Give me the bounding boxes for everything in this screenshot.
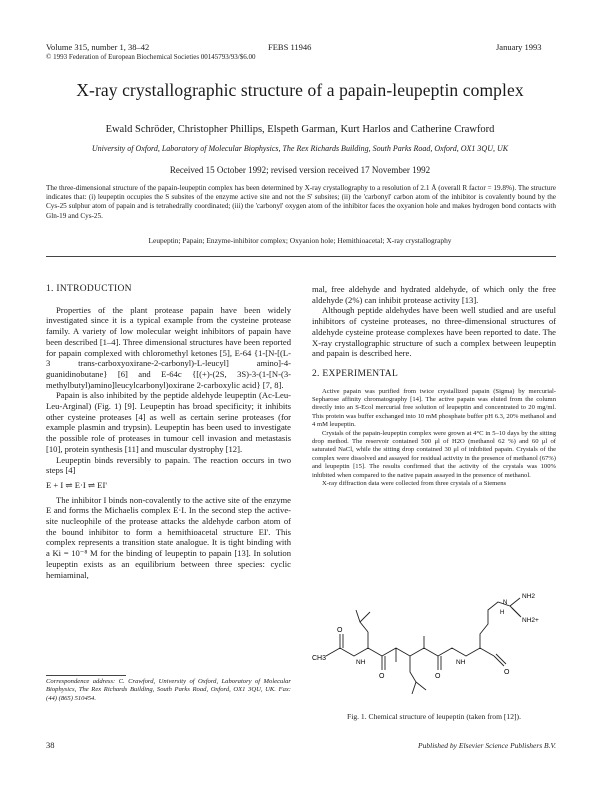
received-dates: Received 15 October 1992; revised version received 17 November 1992 [169,165,431,175]
guanidino-h-label: H [500,610,505,616]
intro-paragraph-2: Papain is also inhibited by the peptide aldehyde leupeptin (Ac-Leu-Leu-Arginal) (Fig. 1) [9]. Leupeptin has broad specificity; it inhibits other cysteine proteases [4] as well as certain serine proteases (for example plasmin and trypsin). Leupeptin has been used to investigate the possible role of proteases in tumour cell invasion and metastasis [10], protein synthesis [11] and muscular dystrophy [12]. [46,390,291,454]
ch3-label: CH3 [312,655,327,662]
experimental-paragraph-2: Crystals of the papain-leupeptin complex were grown at 4°C in 5–10 days by the sitting drop method. The reservoir contained 500 μl of H2O (methanol 62 %) and 60 μl of saturated NaCl, while the sitting drop contained 30 μl of inhibited papain. Crystals of the complex were dissolved and assayed for residual activity in the presence of methanol (67%) and leupeptin [15]. The results confirmed that the activity of the crystals was 100% inhibited when compared to the native papain assayed in the presence of methanol. [312,429,556,479]
leupeptin-structure-figure [312,588,556,708]
nh2-label: NH2 [522,593,536,600]
header-divider [46,256,556,257]
acetyl-oxygen-label: O [337,627,343,634]
paper-title: X-ray crystallographic structure of a papain-leupeptin complex [76,80,524,100]
publisher-line: Published by Elsevier Science Publishers B.V. [418,741,556,750]
amide-oxygen-label-1: O [379,673,385,680]
intro-paragraph-3: Leupeptin binds reversibly to papain. The reaction occurs in two steps [4] [46,454,291,476]
amide-nh-label-2: NH [456,659,466,666]
intro-paragraph-1: Properties of the plant protease papain have been widely investigated since it is a typical example from the cysteine protease family. A variety of low molecular weight inhibitors of papain have been described [1–4]. Three dimensional structures have been reported for papain complexed with chloromethyl ketones [5], E-64 {1-[N-[(L-3 trans-carboxyoxirane-2-carbonyl)-L-leucyl] amino]-4-guanidinobutane} [6] and E-64c {[(+)-(2S, 3S)-3-(1-[N-(3-methylbutyl)amino]leucylcarbonyl)oxirane 2-carboxylic acid} [7, 8]. [46,304,291,390]
figure-caption: Fig. 1. Chemical structure of leupeptin (taken from [12]). [347,712,521,721]
page-number: 38 [46,740,55,750]
section-heading-experimental: 2. EXPERIMENTAL [312,368,399,379]
amide-oxygen-label-2: O [435,673,441,680]
journal-volume: Volume 315, number 1, 38–42 [46,42,150,52]
intro-paragraph-5: Although peptide aldehydes have been well studied and are useful inhibitors of cysteine proteases, no three-dimensional structures of aldehyde cysteine protease complexes have been reported to date. The X-ray crystallographic structure of such a complex between leupeptin and papain is described here. [312,305,556,359]
right-column [312,284,556,489]
experimental-text [312,388,556,489]
section-heading-introduction: 1. INTRODUCTION [46,284,132,294]
experimental-paragraph-3: X-ray diffraction data were collected from three crystals of a Siemens [322,480,507,488]
febs-number: FEBS 11946 [268,42,312,52]
nh2-plus-label: NH2+ [522,617,539,624]
intro-paragraph-4: The inhibitor I binds non-covalently to the active site of the enzyme E and forms the Michaelis complex E·I. In the second step the active-site nucleophile of the protease attacks the aldehyde carbon atom of the bound inhibitor to form a hemithioacetal structure EI'. This complex represents a transition state analogue. It is tight binding with a Ki = 10⁻⁸ M for the binding of leupeptin to papain [13]. In solution leupeptin exists as an equilibrium between three species: cyclic hemiaminal, [46,494,291,580]
copyright: © 1993 Federation of European Biochemical Societies 00145793/93/$6.00 [46,53,256,61]
affiliation: University of Oxford, Laboratory of Molecular Biophysics, The Rex Richards Building, South Parks Road, Oxford, OX1 3QU, UK [91,144,509,153]
footnote-rule [46,675,126,676]
reaction-equation: E + I ⇌ E·I ⇌ EI' [46,479,107,490]
keywords: Leupeptin; Papain; Enzyme-inhibitor complex; Oxyanion hole; Hemithioacetal; X-ray crystallography [148,236,452,245]
guanidino-n-label: N [503,600,508,606]
correspondence-address: Correspondence address: C. Crawford, University of Oxford, Laboratory of Molecular Biophysics, The Rex Richards Building, South Parks Road, Oxford, OX1 3QU, UK. Fax: (44) (865) 510454. [46,678,291,702]
experimental-paragraph-1: Active papain was purified from twice crystallized papain (Sigma) by mercurial-Sepharose affinity chromatography [14]. The active papain was eluted from the column directly into an S-Ecol mercurial free solution of leupeptin and concentrated to 20 mg/ml. This protein was buffer exchanged into 10 mM phosphate buffer pH 6.3, 20% methanol and 4 mM leupeptin. [312,387,556,429]
amide-nh-label-1: NH [356,659,366,666]
intro-continuation: mal, free aldehyde and hydrated aldehyde, of which only the free aldehyde (2%) can inhibit protease activity [13]. [312,284,556,305]
aldehyde-oxygen-label: O [504,669,510,676]
author-list: Ewald Schröder, Christopher Phillips, Elspeth Garman, Kurt Harlos and Catherine Crawford [105,124,495,135]
backbone-bond [326,648,494,656]
left-column [46,284,291,580]
abstract: The three-dimensional structure of the papain-leupeptin complex has been determined by X-ray crystallography to a resolution of 2.1 Å (overall R factor = 19.8%). The structure indicates that: (i) leupeptin occupies the S subsites of the enzyme active site and not the S' subsites; (ii) the 'carbonyl' carbon atom of the inhibitor is covalently bound by the Cys-25 sulphur atom of papain and is tetrahedrally coordinated; (iii) the 'carbonyl' oxygen atom of the inhibitor faces the oxyanion hole and makes hydrogen bond contacts with Gln-19 and Cys-25. [46,184,556,220]
issue-date: January 1993 [496,42,542,52]
